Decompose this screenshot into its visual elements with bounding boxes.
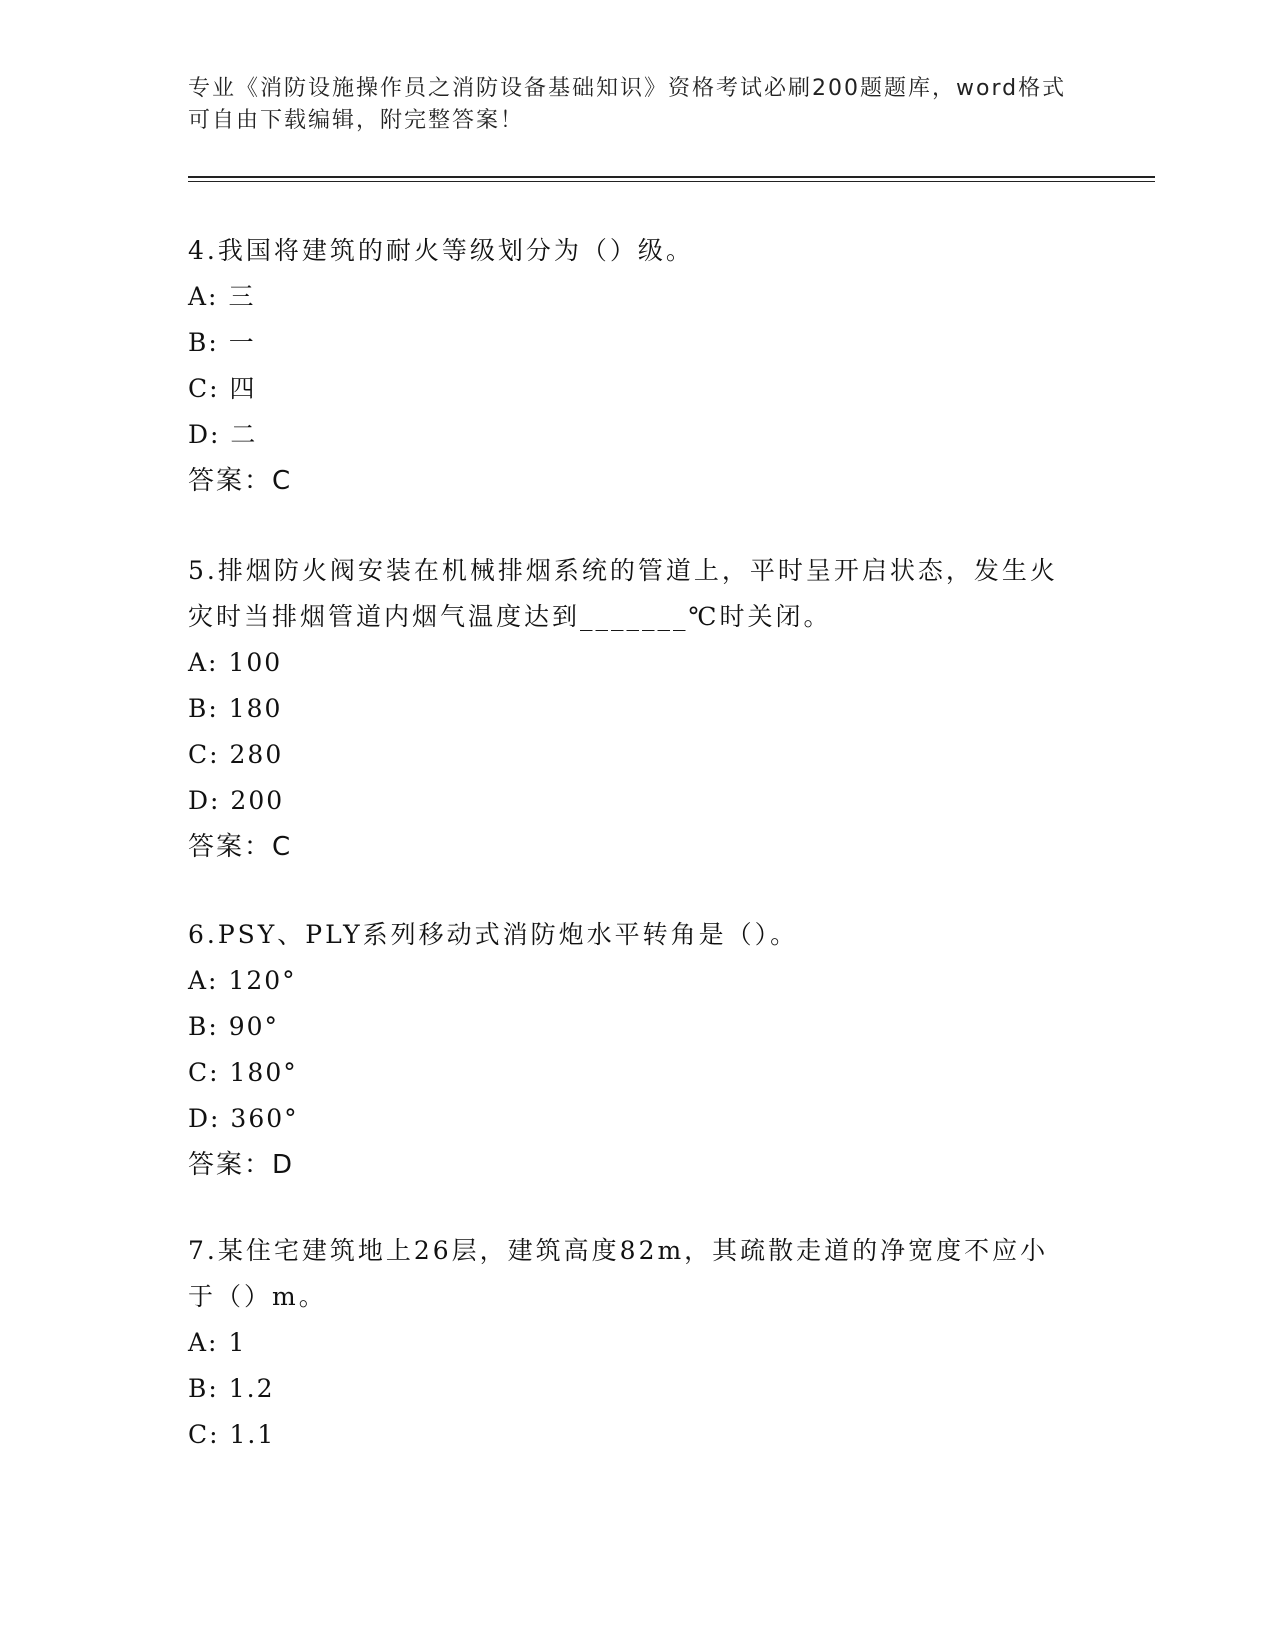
option-key: D:	[188, 786, 221, 815]
question-stem: 4.我国将建筑的耐火等级划分为（）级。	[188, 236, 694, 265]
option-text: 三	[228, 282, 256, 311]
option-text: 四	[229, 374, 257, 403]
option-b	[188, 1366, 1068, 1412]
header-divider-thick	[188, 176, 1155, 178]
question-stem: 5.排烟防火阀安装在机械排烟系统的管道上，平时呈开启状态，发生火灾时当排烟管道内烟气温度达到_______℃时关闭。	[188, 556, 1058, 631]
option-key: C:	[188, 1420, 220, 1449]
option-text: 280	[229, 740, 284, 769]
question-stem: 6.PSY、PLY系列移动式消防炮水平转角是（）。	[188, 920, 799, 949]
document-header: 专业《消防设施操作员之消防设备基础知识》资格考试必刷200题题库，word格式可自由下载编辑，附完整答案！	[188, 76, 1067, 133]
option-text: 200	[230, 786, 285, 815]
option-key: B:	[188, 1012, 219, 1041]
option-key: A:	[188, 966, 219, 995]
option-text: 1.1	[229, 1420, 276, 1449]
option-c	[188, 366, 1068, 412]
option-b	[188, 320, 1068, 366]
option-text: 一	[228, 328, 256, 357]
option-text: 180°	[229, 1058, 298, 1087]
option-key: A:	[188, 1328, 219, 1357]
question-6	[188, 912, 1068, 1188]
option-key: B:	[188, 1374, 219, 1403]
option-key: D:	[188, 420, 221, 449]
option-c	[188, 732, 1068, 778]
option-d	[188, 778, 1068, 824]
option-b	[188, 1004, 1068, 1050]
option-key: A:	[188, 648, 219, 677]
option-a	[188, 274, 1068, 320]
option-key: C:	[188, 374, 220, 403]
option-text: 二	[230, 420, 258, 449]
option-key: D:	[188, 1104, 221, 1133]
option-key: A:	[188, 282, 219, 311]
question-7	[188, 1228, 1068, 1458]
option-c	[188, 1050, 1068, 1096]
option-key: C:	[188, 740, 220, 769]
option-c	[188, 1412, 1068, 1458]
option-a	[188, 640, 1068, 686]
option-text: 1	[228, 1328, 247, 1357]
option-key: B:	[188, 694, 219, 723]
question-5	[188, 548, 1068, 870]
header-divider-thin	[188, 181, 1155, 182]
answer-line: 答案：D	[188, 1150, 295, 1180]
option-text: 90°	[228, 1012, 280, 1041]
option-text: 100	[228, 648, 283, 677]
option-a	[188, 958, 1068, 1004]
option-text: 360°	[230, 1104, 299, 1133]
answer-line: 答案：C	[188, 832, 293, 862]
option-d	[188, 1096, 1068, 1142]
option-a	[188, 1320, 1068, 1366]
option-text: 120°	[228, 966, 297, 995]
option-key: C:	[188, 1058, 220, 1087]
option-key: B:	[188, 328, 219, 357]
option-d	[188, 412, 1068, 458]
option-text: 180	[228, 694, 283, 723]
question-4	[188, 228, 1068, 504]
question-stem: 7.某住宅建筑地上26层，建筑高度82m，其疏散走道的净宽度不应小于（）m。	[188, 1236, 1049, 1311]
option-b	[188, 686, 1068, 732]
answer-line: 答案：C	[188, 466, 293, 496]
option-text: 1.2	[228, 1374, 275, 1403]
